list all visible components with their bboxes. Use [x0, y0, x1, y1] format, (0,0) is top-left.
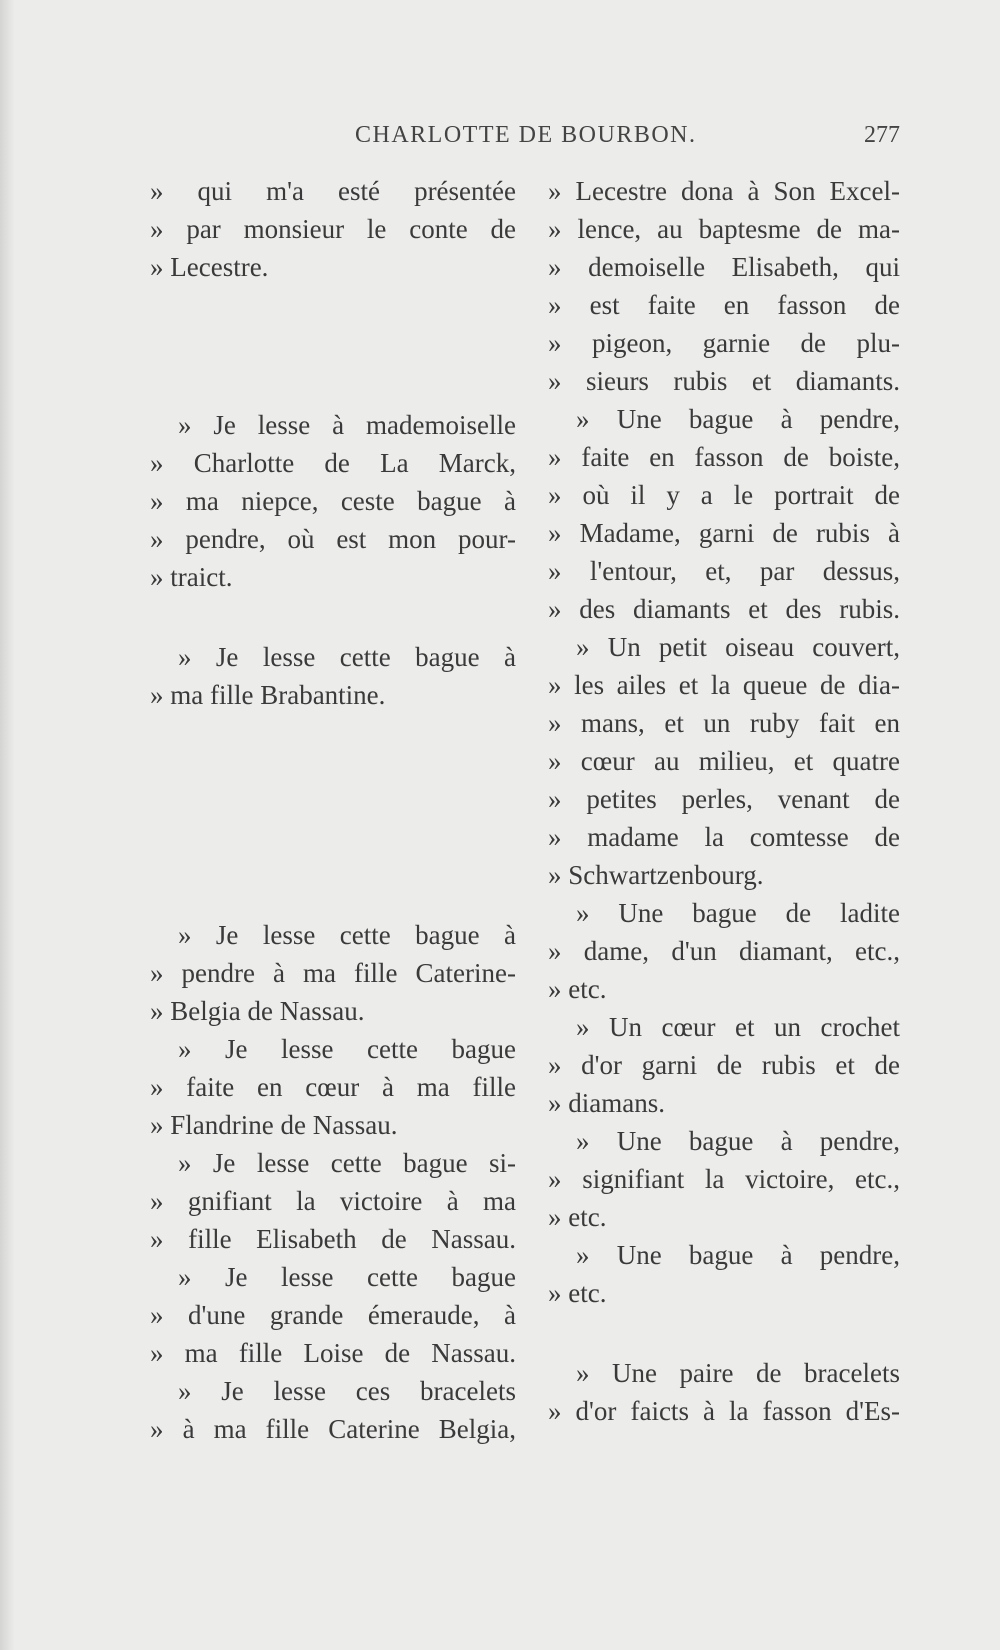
text-line: » pendre, où est mon pour- — [150, 524, 516, 554]
text-line: » où il y a le portrait de — [548, 480, 900, 510]
text-line: » les ailes et la queue de dia- — [548, 670, 900, 700]
text-line: » Un cœur et un crochet — [576, 1012, 900, 1042]
text-line: » est faite en fasson de — [548, 290, 900, 320]
text-line: » ma fille Loise de Nassau. — [150, 1338, 516, 1368]
text-line: » ma fille Brabantine. — [150, 680, 386, 710]
text-line: » Une bague à pendre, — [576, 1126, 900, 1156]
text-line: » Flandrine de Nassau. — [150, 1110, 398, 1140]
text-line: » madame la comtesse de — [548, 822, 900, 852]
text-line: » gnifiant la victoire à ma — [150, 1186, 516, 1216]
text-line: » Une paire de bracelets — [576, 1358, 900, 1388]
text-line: » petites perles, venant de — [548, 784, 900, 814]
text-line: » Je lesse cette bague à — [178, 642, 516, 672]
text-line: » ma niepce, ceste bague à — [150, 486, 516, 516]
text-line: » Charlotte de La Marck, — [150, 448, 516, 478]
text-line: » diamans. — [548, 1088, 665, 1118]
page-gutter-shadow — [0, 0, 14, 1650]
text-line: » à ma fille Caterine Belgia, — [150, 1414, 516, 1444]
text-line: » Je lesse à mademoiselle — [178, 410, 516, 440]
text-line: » dame, d'un diamant, etc., — [548, 936, 900, 966]
text-line: » etc. — [548, 1202, 607, 1232]
text-line: » Une bague de ladite — [576, 898, 900, 928]
text-line: » mans, et un ruby fait en — [548, 708, 900, 738]
text-line: » des diamants et des rubis. — [548, 594, 900, 624]
text-line: » Je lesse cette bague — [178, 1262, 516, 1292]
text-line: » demoiselle Elisabeth, qui — [548, 252, 900, 282]
text-line: » Schwartzenbourg. — [548, 860, 764, 890]
text-line: » d'une grande émeraude, à — [150, 1300, 516, 1330]
text-line: » par monsieur le conte de — [150, 214, 516, 244]
text-line: » faite en cœur à ma fille — [150, 1072, 516, 1102]
text-line: » fille Elisabeth de Nassau. — [150, 1224, 516, 1254]
text-line: » faite en fasson de boiste, — [548, 442, 900, 472]
text-line: » Lecestre dona à Son Excel- — [548, 176, 900, 206]
text-line: » qui m'a esté présentée — [150, 176, 516, 206]
text-line: » Je lesse cette bague à — [178, 920, 516, 950]
page-number: 277 — [864, 122, 900, 148]
text-line: » etc. — [548, 1278, 607, 1308]
text-line: » etc. — [548, 974, 607, 1004]
text-line: » Lecestre. — [150, 252, 269, 282]
text-line: » Une bague à pendre, — [576, 1240, 900, 1270]
text-line: » lence, au baptesme de ma- — [548, 214, 900, 244]
text-line: » l'entour, et, par dessus, — [548, 556, 900, 586]
text-line: » Je lesse cette bague si- — [178, 1148, 516, 1178]
text-line: » cœur au milieu, et quatre — [548, 746, 900, 776]
text-line: » d'or garni de rubis et de — [548, 1050, 900, 1080]
text-line: » signifiant la victoire, etc., — [548, 1164, 900, 1194]
text-line: » Belgia de Nassau. — [150, 996, 365, 1026]
text-line: » sieurs rubis et diamants. — [548, 366, 900, 396]
text-line: » pigeon, garnie de plu- — [548, 328, 900, 358]
running-title: CHARLOTTE DE BOURBON. — [355, 122, 697, 148]
page-header — [150, 122, 900, 156]
text-line: » Je lesse ces bracelets — [178, 1376, 516, 1406]
text-line: » Madame, garni de rubis à — [548, 518, 900, 548]
text-line: » Un petit oiseau couvert, — [576, 632, 900, 662]
text-line: » pendre à ma fille Caterine- — [150, 958, 516, 988]
text-line: » Je lesse cette bague — [178, 1034, 516, 1064]
text-line: » d'or faicts à la fasson d'Es- — [548, 1396, 900, 1426]
text-line: » traict. — [150, 562, 233, 592]
text-line: » Une bague à pendre, — [576, 404, 900, 434]
